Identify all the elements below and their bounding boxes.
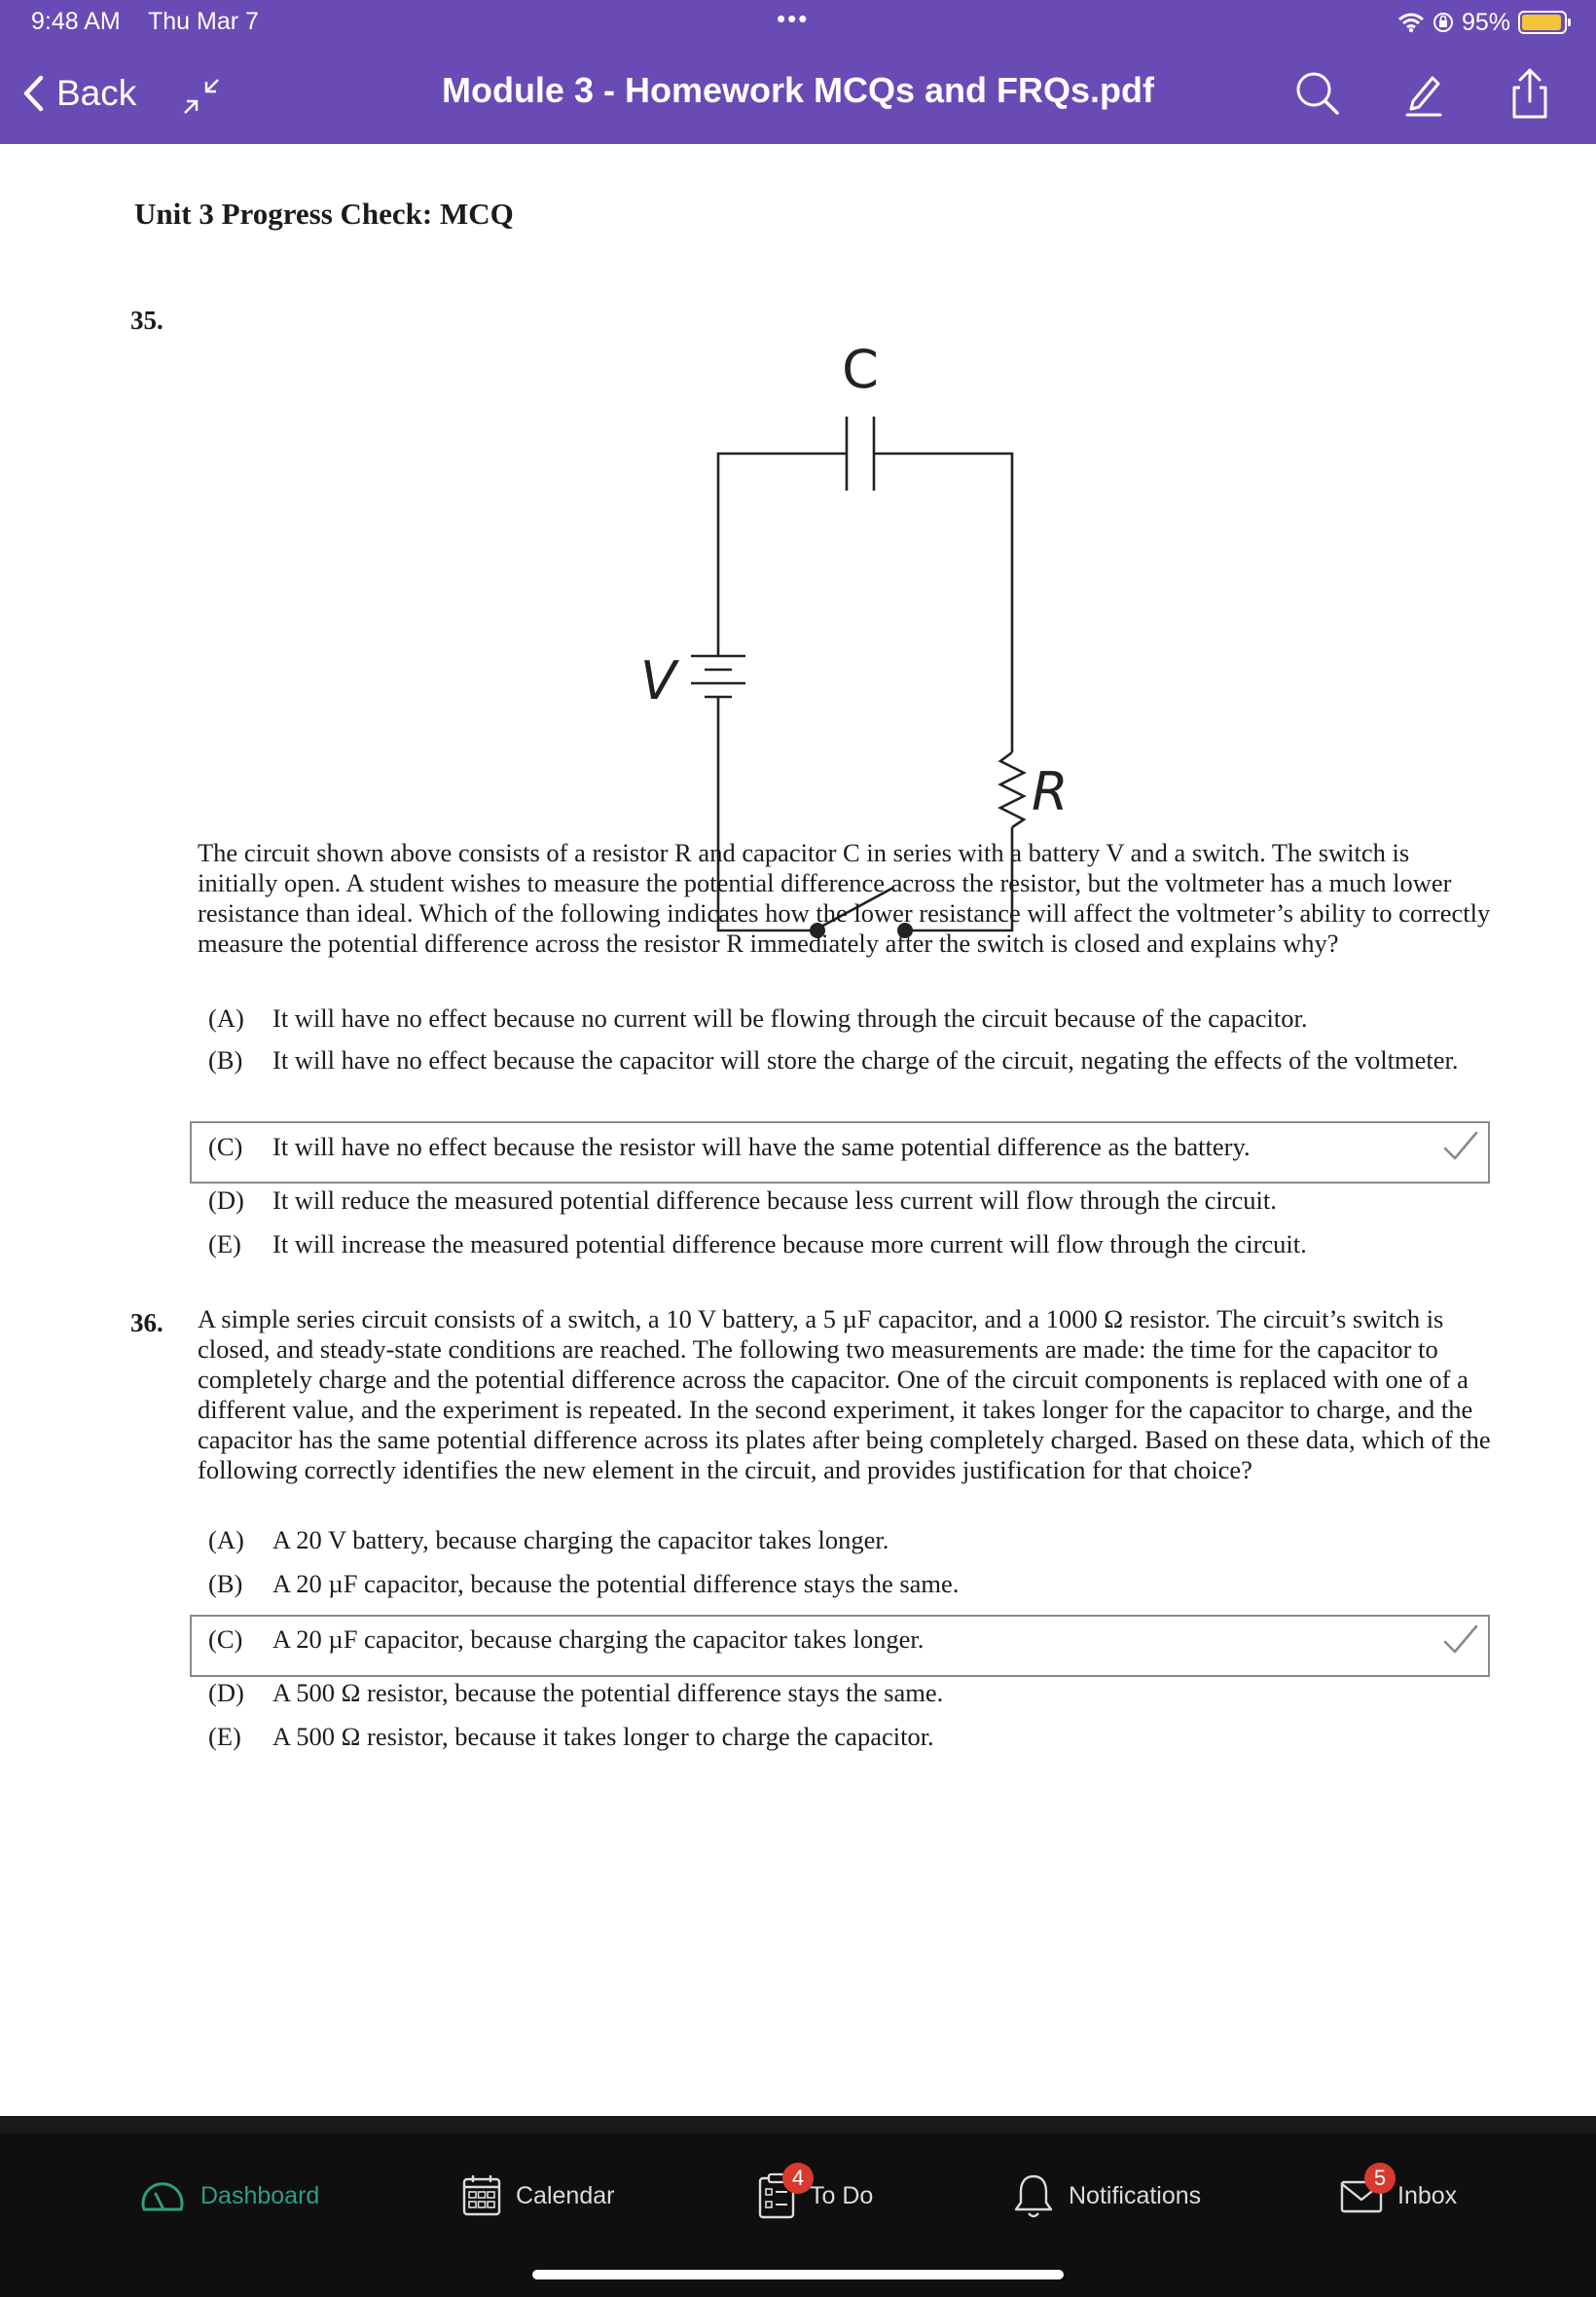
status-indicators bbox=[1397, 6, 1567, 39]
capacitor-label: C bbox=[842, 339, 879, 400]
q35-option-d[interactable] bbox=[208, 1185, 1473, 1216]
tab-label: To Do bbox=[810, 2181, 874, 2209]
q35-option-b[interactable] bbox=[208, 1045, 1473, 1076]
battery-label: V bbox=[640, 650, 676, 711]
option-text: A 20 V battery, because charging the capacitor takes longer. bbox=[272, 1525, 889, 1554]
annotate-pen-icon[interactable] bbox=[1396, 66, 1450, 121]
question-number-36: 36. bbox=[130, 1308, 163, 1337]
option-letter: (A) bbox=[208, 1003, 244, 1033]
battery-percent: 95% bbox=[1461, 8, 1510, 36]
option-text: A 500 Ω resistor, because the potential difference stays the same. bbox=[272, 1678, 944, 1707]
option-letter: (D) bbox=[208, 1678, 244, 1707]
q36-option-c[interactable] bbox=[208, 1624, 1473, 1655]
q36-option-d[interactable] bbox=[208, 1678, 1473, 1708]
tab-notifications[interactable] bbox=[1012, 2167, 1201, 2225]
tab-label: Dashboard bbox=[200, 2181, 320, 2209]
option-letter: (A) bbox=[208, 1525, 244, 1554]
status-bar bbox=[0, 0, 1596, 45]
option-text: A 20 µF capacitor, because charging the capacitor takes longer. bbox=[272, 1624, 925, 1654]
page-heading: Unit 3 Progress Check: MCQ bbox=[134, 197, 514, 231]
tab-calendar[interactable] bbox=[461, 2167, 614, 2225]
option-text: A 20 µF capacitor, because the potential difference stays the same. bbox=[272, 1569, 960, 1598]
option-text: It will have no effect because the resistor will have the same potential difference as the battery. bbox=[272, 1132, 1251, 1161]
share-icon[interactable] bbox=[1503, 66, 1557, 121]
status-time: 9:48 AM bbox=[31, 8, 121, 35]
page-bottom-divider bbox=[0, 2116, 1596, 2133]
bell-icon bbox=[1012, 2172, 1055, 2219]
calendar-icon bbox=[461, 2173, 502, 2218]
back-button[interactable] bbox=[21, 68, 136, 119]
todo-count-badge: 4 bbox=[782, 2163, 814, 2194]
option-letter: (C) bbox=[208, 1132, 243, 1161]
tab-label: Calendar bbox=[516, 2181, 615, 2209]
resistor-label: R bbox=[1032, 761, 1069, 822]
option-letter: (E) bbox=[208, 1722, 241, 1751]
option-letter: (D) bbox=[208, 1185, 244, 1215]
tab-label: Inbox bbox=[1397, 2181, 1458, 2209]
bottom-tab-bar bbox=[0, 2133, 1596, 2297]
wifi-icon bbox=[1397, 12, 1425, 33]
status-date: Thu Mar 7 bbox=[148, 8, 259, 35]
q36-option-a[interactable] bbox=[208, 1525, 1473, 1555]
resistor-zigzag bbox=[1000, 752, 1024, 827]
battery-icon bbox=[1518, 11, 1567, 34]
nav-bar bbox=[0, 45, 1596, 144]
q35-option-a[interactable] bbox=[208, 1003, 1473, 1034]
dashboard-icon bbox=[138, 2178, 187, 2213]
battery-level-fill bbox=[1522, 15, 1561, 30]
tab-dashboard[interactable] bbox=[138, 2167, 319, 2225]
q35-option-e[interactable] bbox=[208, 1229, 1473, 1259]
tab-label: Notifications bbox=[1069, 2181, 1202, 2209]
option-letter: (B) bbox=[208, 1569, 243, 1598]
multitasking-dots[interactable]: ••• bbox=[777, 4, 810, 33]
back-label: Back bbox=[56, 73, 137, 113]
option-letter: (E) bbox=[208, 1229, 241, 1258]
option-letter: (C) bbox=[208, 1624, 243, 1654]
option-text: It will reduce the measured potential difference because less current will flow through the circuit. bbox=[272, 1185, 1277, 1215]
q36-option-b[interactable] bbox=[208, 1569, 1473, 1599]
home-indicator[interactable] bbox=[532, 2270, 1064, 2279]
inbox-count-badge: 5 bbox=[1364, 2163, 1396, 2194]
pdf-page[interactable] bbox=[0, 144, 1596, 2116]
minimize-icon[interactable] bbox=[179, 74, 224, 119]
option-text: It will have no effect because no current will be flowing through the circuit because of the capacitor. bbox=[272, 1003, 1308, 1033]
orientation-lock-icon bbox=[1433, 12, 1454, 33]
tab-todo[interactable] bbox=[757, 2167, 873, 2225]
option-text: It will have no effect because the capacitor will store the charge of the circuit, negating the effects of the voltmeter. bbox=[272, 1045, 1459, 1075]
q35-option-c[interactable] bbox=[208, 1132, 1473, 1162]
q36-option-e[interactable] bbox=[208, 1722, 1473, 1752]
tab-inbox[interactable] bbox=[1339, 2167, 1457, 2225]
document-title: Module 3 - Homework MCQs and FRQs.pdf bbox=[441, 70, 1155, 110]
question-number-35: 35. bbox=[130, 306, 163, 335]
chevron-left-icon bbox=[21, 74, 45, 113]
option-text: A 500 Ω resistor, because it takes longer to charge the capacitor. bbox=[272, 1722, 934, 1751]
search-icon[interactable] bbox=[1290, 66, 1345, 121]
question-36-text: A simple series circuit consists of a switch, a 10 V battery, a 5 µF capacitor, and a 1000 Ω resistor. The circuit’s switch is closed, and steady-state conditions are reached. The following two measurements are made: the time for the capacitor to completely charge and the potential difference across the capacitor. One of the circuit components is replaced with one of a different value, and the experiment is repeated. In the second experiment, it takes longer for the capacitor to charge, and the capacitor has the same potential difference across its plates after being completely charged. Based on these data, which of the following correctly identifies the new element in the circuit, and provides justification for that choice? bbox=[198, 1304, 1491, 1484]
option-letter: (B) bbox=[208, 1045, 243, 1075]
option-text: It will increase the measured potential difference because more current will flow through the circuit. bbox=[272, 1229, 1307, 1258]
question-35-text: The circuit shown above consists of a resistor R and capacitor C in series with a battery V and a switch. The switch is initially open. A student wishes to measure the potential difference across the resistor, but the voltmeter has a much lower resistance than ideal. Which of the following indicates how the lower resistance will affect the voltmeter’s ability to correctly measure the potential difference across the resistor R immediately after the switch is closed and explains why? bbox=[198, 838, 1491, 958]
